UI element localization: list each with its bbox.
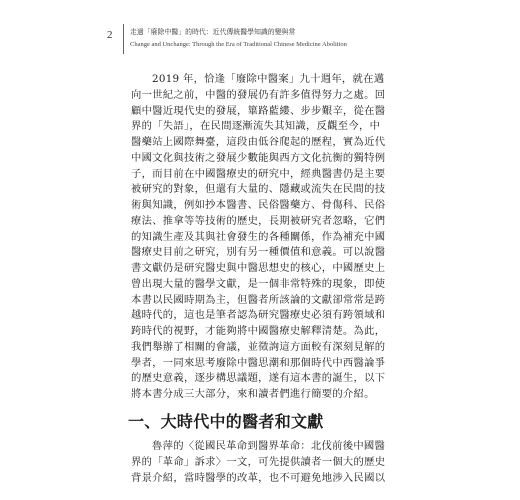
text-line: 魯萍的〈從國民革命到醫界革命：北伐前後中國醫 bbox=[152, 440, 386, 452]
text-line: 醫療史目前之研究，別有另一種價值和意義。可以說醫 bbox=[131, 246, 386, 259]
text-line: 本書以民國時期為主，但醫者所該論的文獻卻常常是跨 bbox=[131, 293, 386, 306]
text-line: 2019 年，恰逢「廢除中醫案」九十週年，就在邁 bbox=[152, 73, 385, 85]
text-line: 背景介紹，當時醫學的改革，也不可避免地涉入民國以 bbox=[131, 471, 386, 484]
text-line: 向一世紀之前，中醫的發展仍有許多值得努力之處。回 bbox=[131, 88, 386, 101]
text-line: 跨時代的視野，才能夠將中國醫療史解釋清楚。為此， bbox=[131, 325, 386, 337]
text-line: 我們舉辦了相關的會議，並徵詢這方面較有深刻見解的 bbox=[131, 340, 386, 353]
text-line: 學者，一同來思考廢除中醫思潮和那個時代中西醫論爭 bbox=[131, 356, 386, 369]
text-line: 書文獻仍是研究醫史與中醫思想史的核心，中國歷史上 bbox=[131, 262, 386, 274]
text-line: 界的「革命」訴求〉一文，可先提供讀者一個大的歷史 bbox=[131, 455, 386, 468]
text-line: 越時代的，這也是筆者認為研究醫療史必須有跨領域和 bbox=[131, 309, 386, 322]
text-line: 的知識生產及其與社會發生的各種關係，作為補充中國 bbox=[131, 230, 386, 243]
text-line: 界的「失語」，在民間逐漸流失其知識，反觀至今，中 bbox=[131, 120, 381, 133]
page-number: 2 bbox=[107, 29, 113, 41]
text-line: 顧中醫近現代史的發展，篳路藍縷、步步艱辛，從在醫 bbox=[131, 104, 386, 117]
running-header-chinese: 走過「廢除中醫」的時代：近代傳統醫學知識的變與常 bbox=[130, 28, 296, 36]
text-line: 療法、推拿等等技術的歷史，長期被研究者忽略，它們 bbox=[131, 214, 386, 227]
text-line: 子，而目前在中國醫療史的研究中，經典醫書仍是主要 bbox=[131, 167, 386, 180]
text-line: 中國文化與技術之發展少數能與西方文化抗衡的獨特例 bbox=[131, 151, 386, 164]
section-heading: 一、大時代中的醫者和文獻 bbox=[128, 412, 324, 431]
header-divider bbox=[123, 24, 124, 54]
body-paragraph bbox=[131, 72, 413, 403]
text-line: 曾出現大量的醫學文獻，是一個非常特殊的現象，即使 bbox=[131, 277, 386, 290]
text-line: 將本書分成三大部分，來和讀者們進行簡要的介紹。 bbox=[131, 388, 375, 400]
text-line: 術與知識，例如抄本醫書、民俗醫藥方、骨傷科、民俗 bbox=[131, 199, 386, 211]
text-line: 醫藥站上國際舞臺，這段由低谷爬起的歷程，實為近代 bbox=[131, 136, 386, 148]
text-line: 的歷史意義，逐步構思議題，遂有這本書的誕生，以下 bbox=[131, 372, 386, 385]
text-line: 被研究的對象，但還有大量的、隱藏或流失在民間的技 bbox=[131, 183, 386, 196]
running-header-english: Change and Unchange: Through the Era of Traditional Chinese Medicine Abolition bbox=[130, 41, 347, 48]
section-paragraph bbox=[131, 439, 413, 486]
